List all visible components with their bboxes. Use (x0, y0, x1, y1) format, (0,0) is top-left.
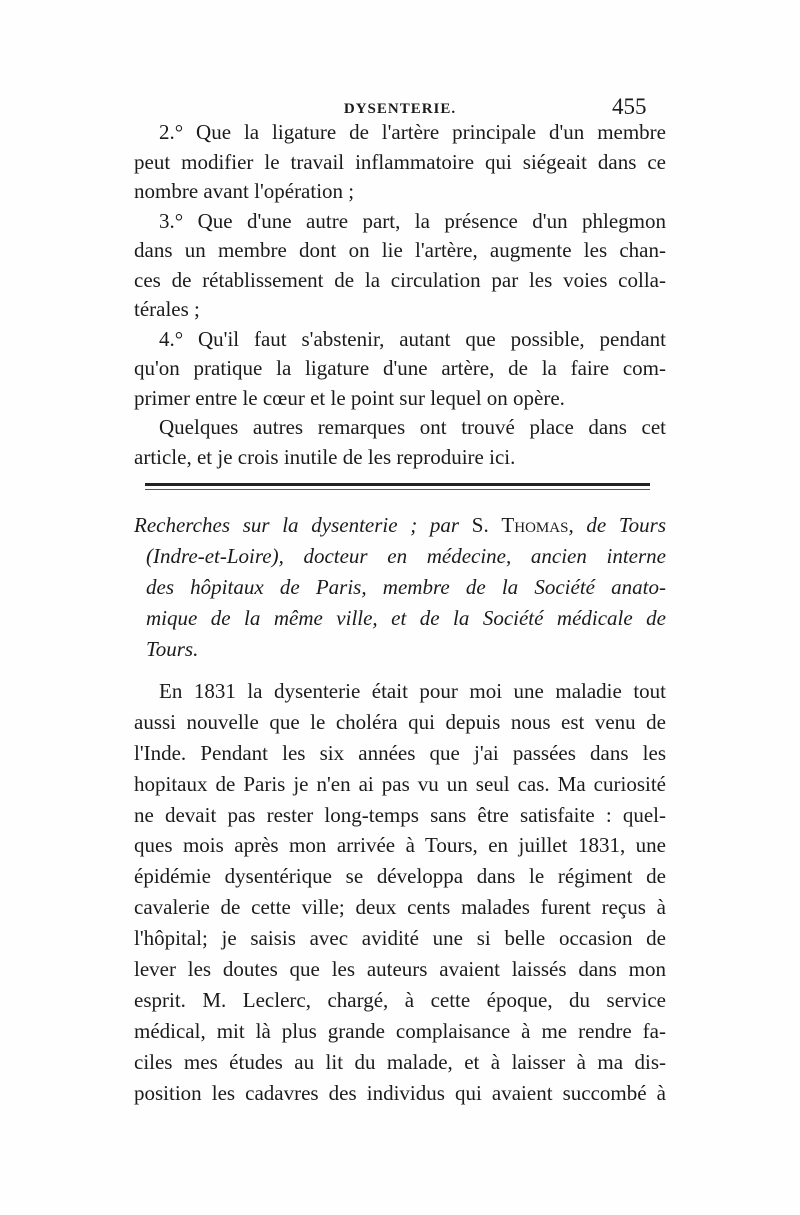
section-divider-thin (145, 489, 650, 490)
text-line: 4.° Qu'il faut s'abstenir, autant que possible, pendant (159, 326, 666, 351)
section-divider-thick (145, 483, 650, 486)
text-line: qu'on pratique la ligature d'une artère, de la faire com- (134, 356, 666, 380)
author-place: , de Tours (568, 513, 666, 537)
text-line: position les cadavres des individus qui avaient succombé à (134, 1080, 666, 1105)
text-line: article, et je crois inutile de les reproduire ici. (134, 444, 516, 469)
article-body (134, 676, 666, 1108)
text-line: nombre avant l'opération ; (134, 179, 355, 203)
text-line: 3.° Que d'une autre part, la présence d'un phlegmon (159, 208, 666, 233)
text-line: esprit. M. Leclerc, chargé, à cette époque, du service (134, 987, 666, 1012)
text-line: ces de rétablissement de la circulation par les voies colla- (134, 267, 666, 292)
heading-line: Tours. (146, 637, 199, 661)
article-heading (134, 510, 666, 665)
conclusions-section (134, 118, 666, 472)
text-line: ne devait pas rester long-temps sans être satisfaite : quel- (134, 802, 666, 827)
text-line: lever les doutes que les auteurs avaient laissés dans mon (134, 957, 666, 982)
author-initial: S. (471, 513, 502, 537)
text-line: peut modifier le travail inflammatoire qui siégeait dans ce (134, 149, 666, 174)
text-line: médical, mit là plus grande complaisance à me rendre fa- (134, 1018, 666, 1043)
text-line: térales ; (134, 297, 200, 321)
text-line: aussi nouvelle que le choléra qui depuis nous est venu de (134, 709, 666, 734)
text-line: primer entre le cœur et le point sur lequel on opère. (134, 385, 565, 410)
text-line: l'Inde. Pendant les six années que j'ai passées dans les (134, 740, 666, 765)
heading-line: des hôpitaux de Paris, membre de la Société anato- (146, 575, 666, 599)
text-line: Quelques autres remarques ont trouvé place dans cet (159, 415, 666, 439)
text-line: dans un membre dont on lie l'artère, augmente les chan- (134, 238, 666, 262)
heading-line (134, 510, 666, 541)
text-line: ciles mes études au lit du malade, et à laisser à ma dis- (134, 1049, 666, 1074)
text-line: cavalerie de cette ville; deux cents malades furent reçus à (134, 895, 666, 920)
text-line: l'hôpital; je saisis avec avidité une si belle occasion de (134, 926, 666, 951)
text-line: ques mois après mon arrivée à Tours, en juillet 1831, une (134, 833, 666, 858)
heading-text: Recherches sur la dysenterie ; par (134, 513, 472, 537)
running-title: DYSENTERIE. (343, 101, 457, 117)
author-name: Thomas (501, 513, 569, 537)
text-line: En 1831 la dysenterie était pour moi une maladie tout (159, 679, 666, 703)
heading-line: mique de la même ville, et de la Société médicale de (146, 606, 666, 630)
heading-line: (Indre-et-Loire), docteur en médecine, ancien interne (146, 544, 666, 568)
text-line: hopitaux de Paris je n'en ai pas vu un seul cas. Ma curiosité (134, 771, 666, 796)
text-line: épidémie dysentérique se développa dans le régiment de (134, 864, 666, 889)
page-number: 455 (612, 94, 647, 119)
text-line: 2.° Que la ligature de l'artère principale d'un membre (159, 120, 666, 144)
